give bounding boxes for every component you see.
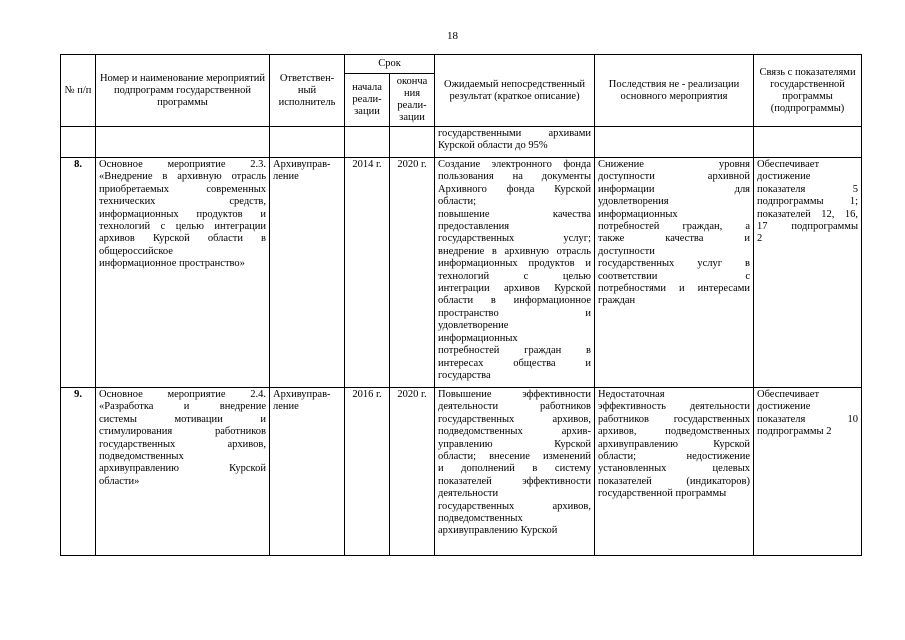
text-line: Курской области до 95%	[438, 140, 548, 152]
text-line: приобретаемых современных	[99, 183, 266, 195]
text-line: установленных целевых	[598, 463, 751, 475]
text-line: Обеспечивает	[757, 389, 820, 400]
text-line: и дополнений в систему	[438, 463, 592, 475]
text-line: ление	[273, 171, 299, 183]
cell-link	[754, 388, 862, 556]
text-line: внедрение в архивную отрасль	[438, 245, 592, 257]
header-term: Срок	[345, 55, 435, 74]
table-row-continuation	[61, 127, 862, 158]
text-line: государства	[438, 369, 491, 381]
text-line: подпрограммы 1;	[757, 196, 859, 208]
cell-num: 9.	[61, 388, 96, 556]
text-line: Основное мероприятие 2.4.	[99, 389, 266, 400]
header-responsible: Ответствен-ный исполнитель	[270, 55, 345, 127]
text-line: государственных услуг;	[438, 233, 592, 245]
text-line: информационных	[438, 332, 518, 344]
activities-table	[60, 54, 862, 556]
text-line: государственных архивов,	[438, 413, 592, 425]
text-line: подпрограммы 2	[757, 426, 832, 438]
text-line: подведомственных архив-	[438, 426, 592, 438]
text-line: государственных услуг в	[598, 258, 751, 270]
text-line: архивов Курской области в	[99, 233, 266, 245]
cell-name	[96, 388, 270, 556]
cell-empty	[61, 127, 96, 158]
text-line: технологий с целью	[438, 270, 592, 282]
text-line: потребностями и интересами	[598, 283, 751, 295]
text-line: соответствии с	[598, 270, 751, 282]
header-result: Ожидаемый непосредственный результат (краткое описание)	[435, 55, 595, 127]
text-line: «Разработка и внедрение	[99, 401, 266, 413]
text-line: области в информационное	[438, 295, 592, 307]
cell-name	[96, 158, 270, 388]
text-line: показателя 10	[757, 413, 859, 425]
text-line: Снижение уровня	[598, 159, 751, 170]
cell-num: 8.	[61, 158, 96, 388]
text-line: 2	[757, 233, 763, 245]
text-line: подведомственных	[99, 451, 184, 463]
text-line: общероссийское	[99, 245, 173, 257]
text-line: ление	[273, 401, 299, 413]
text-line: Основное мероприятие 2.3.	[99, 159, 266, 170]
header-link: Связь с показателями государственной программы (подпрограммы)	[754, 55, 862, 127]
cell-responsible	[270, 158, 345, 388]
text-line: потребностей граждан в	[438, 345, 592, 357]
text-line: Архивного фонда Курской	[438, 183, 592, 195]
cell-result	[435, 388, 595, 556]
text-line: Недостаточная	[598, 389, 665, 400]
text-line: архивуправлению Курской	[598, 438, 751, 450]
text-line: Повышение эффективности	[438, 389, 592, 400]
header-end: оконча ния реали-зации	[390, 74, 435, 127]
text-line: повышение качества	[438, 208, 592, 220]
text-line: эффективность деятельности	[598, 401, 751, 413]
cell-result	[435, 158, 595, 388]
header-consequences: Последствия не - реализации основного мероприятия	[595, 55, 754, 127]
cell-result-continuation	[435, 127, 595, 158]
text-line: государственной программы	[598, 488, 727, 500]
text-line: работников государственных	[598, 413, 751, 425]
cell-start: 2014 г.	[345, 158, 390, 388]
text-line: показателей эффективности	[438, 475, 592, 487]
cell-empty	[345, 127, 390, 158]
cell-link	[754, 158, 862, 388]
text-line: системы мотивации и	[99, 413, 266, 425]
text-line: информационных продуктов и	[99, 208, 266, 220]
text-line: архивуправлению Курской	[438, 525, 558, 537]
text-line: показателей (индикаторов)	[598, 475, 751, 487]
text-line: области;	[438, 196, 477, 208]
text-line: государственными архивами	[438, 128, 592, 139]
text-line: Архивуправ-	[273, 389, 331, 400]
text-line: пользования на документы	[438, 171, 592, 183]
text-line: деятельности	[438, 488, 499, 500]
text-line: Обеспечивает	[757, 159, 820, 170]
table-row	[61, 158, 862, 388]
text-line: информационное пространство»	[99, 258, 245, 270]
cell-empty	[754, 127, 862, 158]
text-line: удовлетворение	[438, 320, 509, 332]
text-line: предоставления	[438, 221, 510, 233]
text-line: показателя 5	[757, 183, 859, 195]
cell-start: 2016 г.	[345, 388, 390, 556]
text-line: архивуправлению Курской	[99, 463, 266, 475]
header-row	[61, 55, 862, 74]
page-number: 18	[447, 30, 458, 42]
text-line: доступности	[598, 245, 655, 257]
cell-responsible	[270, 388, 345, 556]
text-line: области; внесение изменений	[438, 451, 592, 463]
text-line: пространство и	[438, 307, 592, 319]
text-line: архивов, подведомственных	[598, 426, 751, 438]
cell-empty	[595, 127, 754, 158]
text-line: подведомственных	[438, 513, 523, 525]
text-line: 17 подпрограммы	[757, 221, 859, 233]
text-line: Создание электронного фонда	[438, 159, 592, 170]
text-line: информационных	[598, 208, 678, 220]
text-line: области; недостижение	[598, 451, 751, 463]
text-line: достижение	[757, 171, 811, 183]
text-line: граждан	[598, 295, 636, 307]
header-num: № п/п	[61, 55, 96, 127]
cell-end: 2020 г.	[390, 388, 435, 556]
table-row	[61, 388, 862, 556]
text-line: государственных архивов,	[438, 500, 592, 512]
text-line: показателей 12, 16,	[757, 208, 859, 220]
text-line: технологий с целью интеграции	[99, 221, 266, 233]
cell-empty	[390, 127, 435, 158]
text-line: интересах общества и	[438, 357, 592, 369]
cell-end: 2020 г.	[390, 158, 435, 388]
text-line: информации для	[598, 183, 751, 195]
header-name: Номер и наименование мероприятий подпрограмм государственной программы	[96, 55, 270, 127]
text-line: управлению Курской	[438, 438, 592, 450]
cell-consequences	[595, 158, 754, 388]
text-line: достижение	[757, 401, 811, 413]
text-line: также качества и	[598, 233, 751, 245]
text-line: интеграции архивов Курской	[438, 283, 592, 295]
text-line: потребностей граждан, а	[598, 221, 751, 233]
text-line: «Внедрение в архивную отрасль	[99, 171, 266, 183]
text-line: удовлетворения	[598, 196, 669, 208]
text-line: доступности архивной	[598, 171, 751, 183]
text-line: области»	[99, 475, 140, 487]
cell-consequences	[595, 388, 754, 556]
cell-empty	[270, 127, 345, 158]
cell-empty	[96, 127, 270, 158]
text-line: государственных архивов,	[99, 438, 266, 450]
text-line: деятельности работников	[438, 401, 592, 413]
text-line: Архивуправ-	[273, 159, 331, 170]
header-start: начала реали-зации	[345, 74, 390, 127]
text-line: информационных продуктов и	[438, 258, 592, 270]
text-line: технических средств,	[99, 196, 266, 208]
text-line: стимулирования работников	[99, 426, 266, 438]
